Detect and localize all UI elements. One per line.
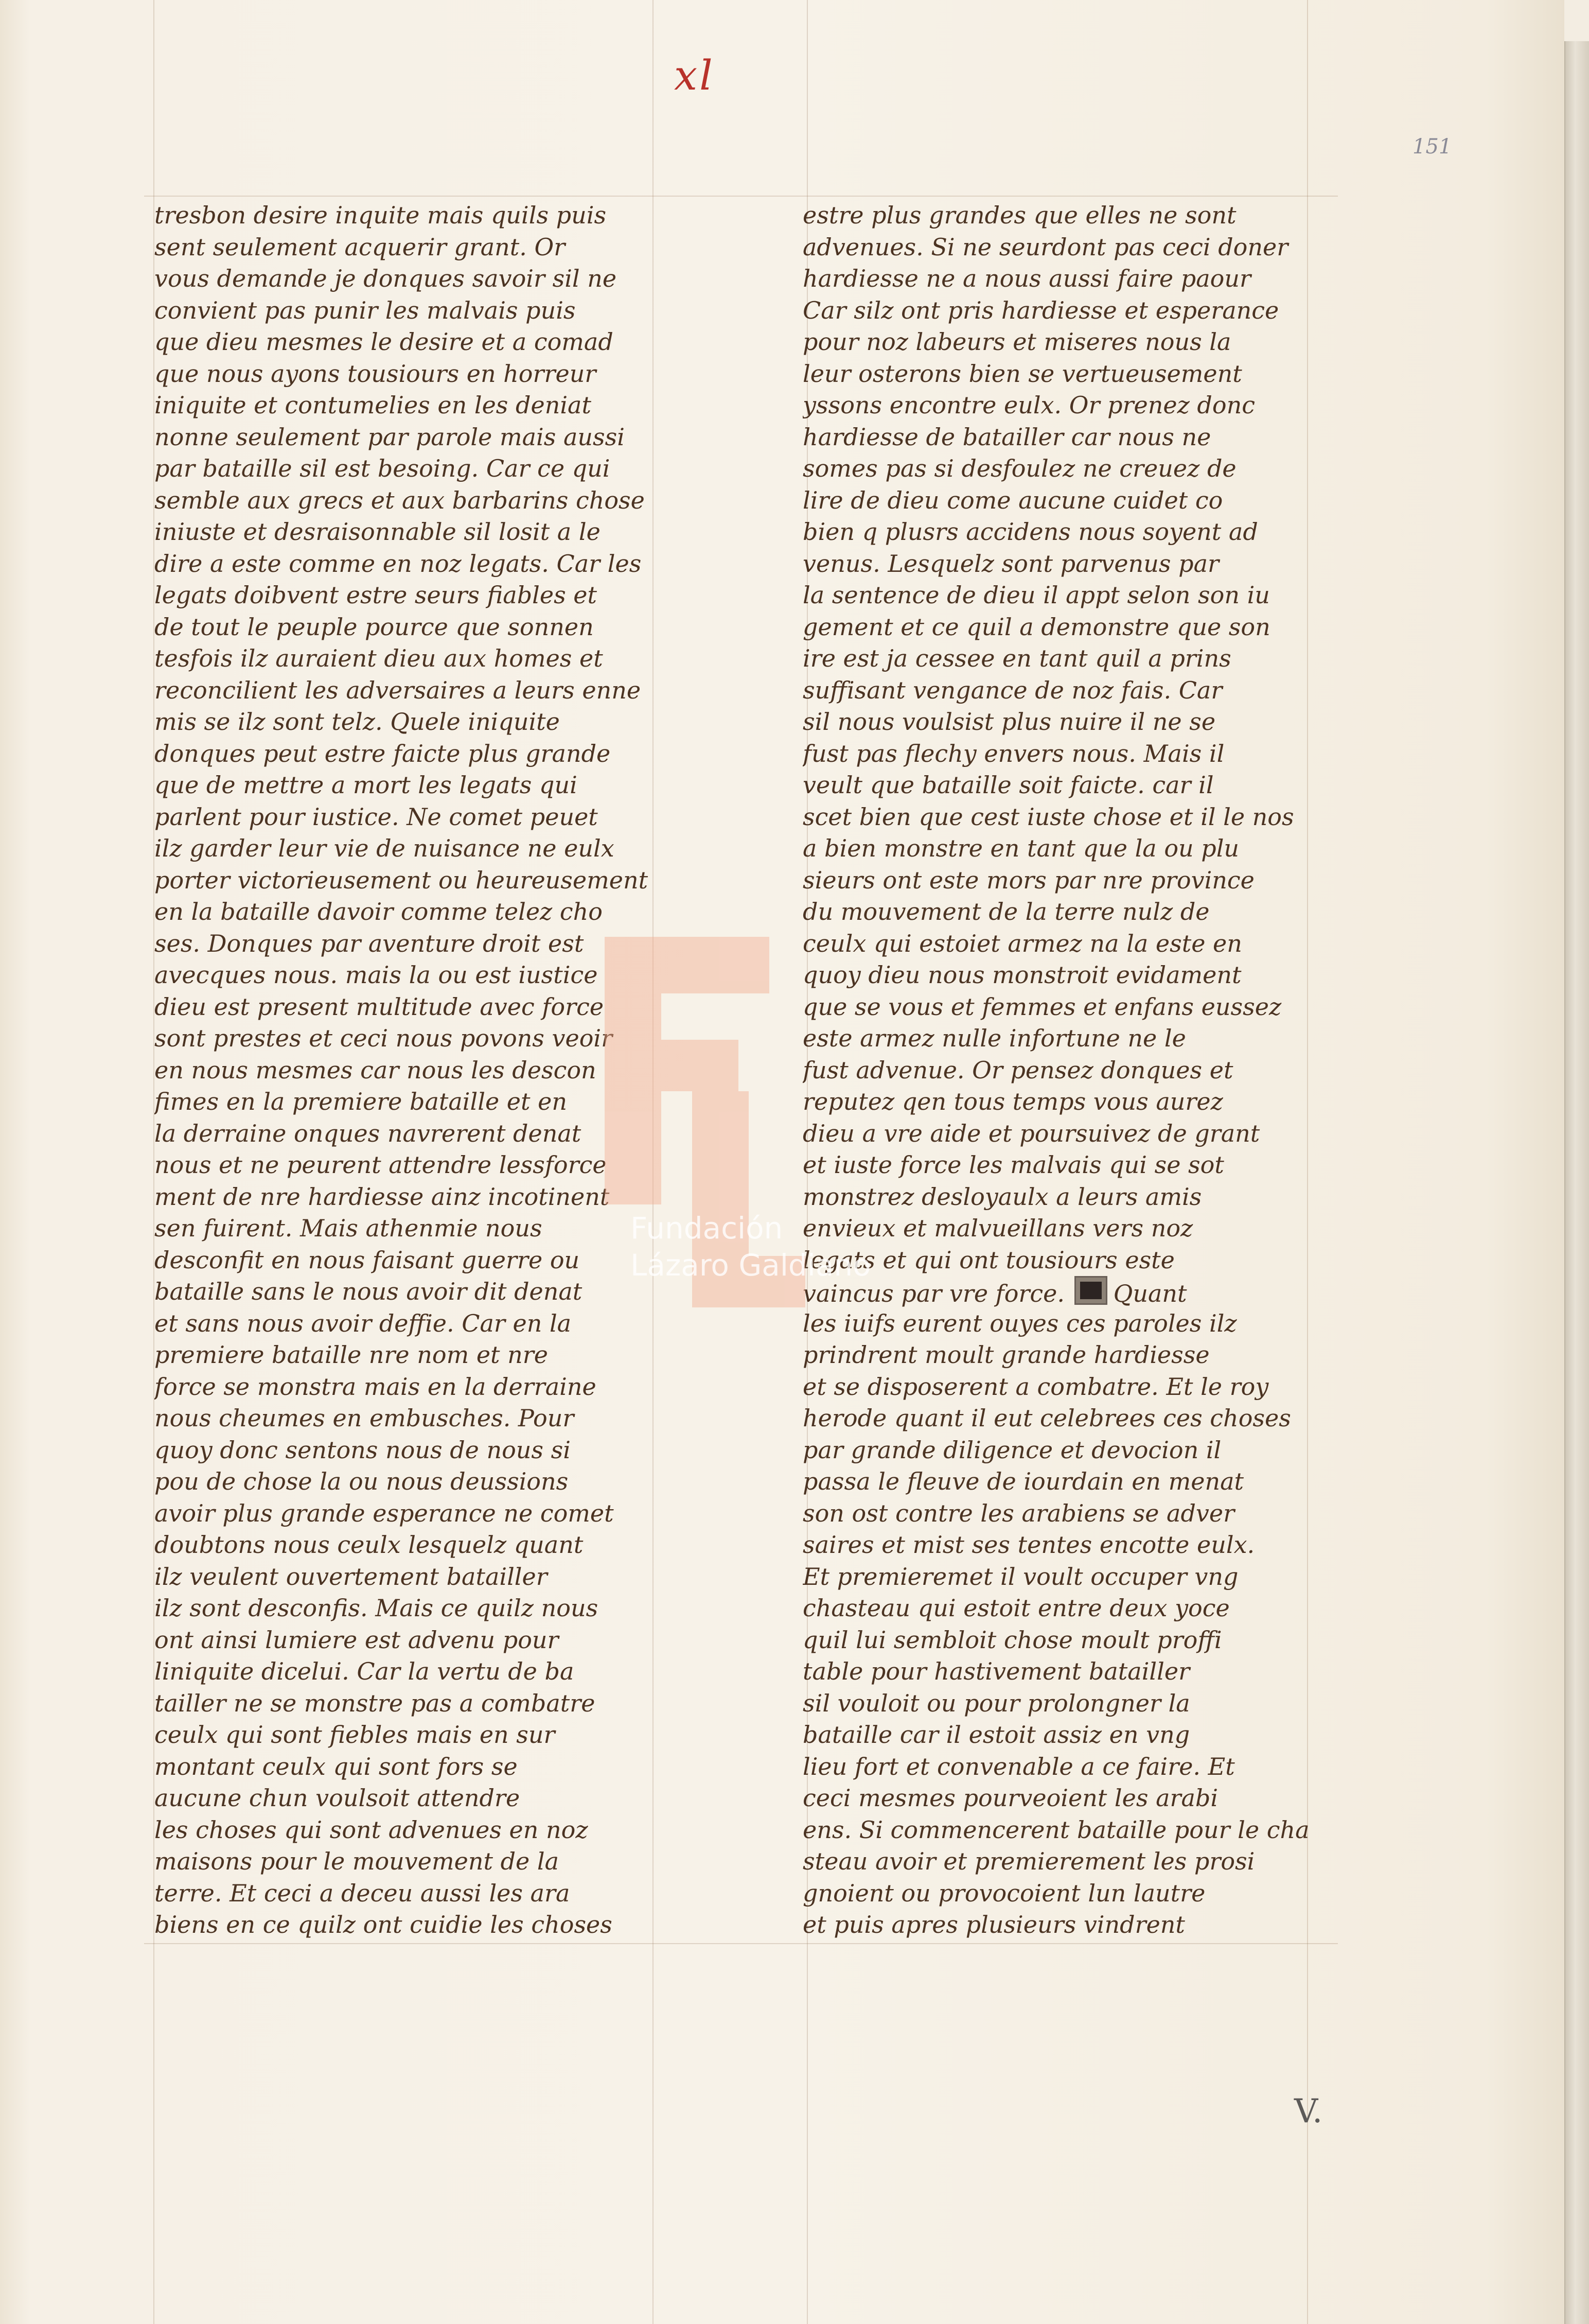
text-line: avecques nous. mais la ou est iustice [154, 961, 598, 989]
text-line: scet bien que cest iuste chose et il le nos [803, 802, 1294, 831]
text-line: desconfit en nous faisant guerre ou [154, 1246, 580, 1274]
text-line: ses. Donques par aventure droit est [154, 929, 584, 957]
text-line: ceulx qui estoiet armez na la este en [803, 929, 1242, 957]
text-line: Car silz ont pris hardiesse et esperance [803, 296, 1279, 324]
text-line: ilz veulent ouvertement batailler [154, 1562, 548, 1591]
text-line [803, 1276, 1317, 1308]
text-line: ilz garder leur vie de nuisance ne eulx [154, 834, 614, 862]
text-line: venus. Lesquelz sont parvenus par [803, 549, 1219, 578]
text-line: mis se ilz sont telz. Quele iniquite [154, 708, 560, 736]
text-line: sen fuirent. Mais athenmie nous [154, 1214, 542, 1242]
text-line: passa le fleuve de iourdain en menat [803, 1467, 1244, 1495]
text-line: biens en ce quilz ont cuidie les choses [154, 1911, 612, 1938]
text-line: les iuifs eurent ouyes ces paroles ilz [803, 1309, 1237, 1337]
text-line: du mouvement de la terre nulz de [803, 898, 1210, 925]
text-line: monstrez desloyaulx a leurs amis [803, 1182, 1202, 1211]
text-line: les choses qui sont advenues en noz [154, 1815, 588, 1844]
text-line: par grande diligence et devocion il [803, 1436, 1222, 1464]
text-line: donques peut estre faicte plus grande [154, 739, 611, 767]
text-line: que de mettre a mort les legats qui [154, 771, 577, 799]
text-line: force se monstra mais en la derraine [154, 1372, 596, 1401]
text-line: estre plus grandes que elles ne sont [803, 201, 1237, 229]
text-line: pou de chose la ou nous deussions [154, 1467, 569, 1495]
text-line: dieu a vre aide et poursuivez de grant [803, 1119, 1260, 1147]
text-line: aucune chun voulsoit attendre [154, 1784, 520, 1812]
text-line: herode quant il eut celebrees ces choses [803, 1404, 1291, 1432]
text-line: tesfois ilz auraient dieu aux homes et [154, 644, 603, 672]
watermark-line-2: Lázaro Galdiano [630, 1248, 871, 1283]
text-line: que nous ayons tousiours en horreur [154, 359, 596, 388]
text-line: nonne seulement par parole mais aussi [154, 423, 625, 451]
text-line: la sentence de dieu il appt selon son iu [803, 581, 1270, 609]
text-line: sieurs ont este mors par nre province [803, 866, 1255, 894]
text-line: envieux et malvueillans vers noz [803, 1214, 1193, 1242]
text-line: reputez qen tous temps vous aurez [803, 1088, 1223, 1115]
text-line: legats et qui ont tousiours este [803, 1246, 1175, 1274]
text-line: fust advenue. Or pensez donques et [803, 1056, 1233, 1084]
text-line: sent seulement acquerir grant. Or [154, 233, 566, 261]
text-line: dieu est present multitude avec force [154, 992, 604, 1021]
text-line: tailler ne se monstre pas a combatre [154, 1689, 595, 1717]
text-line: ire est ja cessee en tant quil a prins [803, 644, 1231, 672]
text-line: semble aux grecs et aux barbarins chose [154, 486, 645, 514]
ruling-line [144, 1943, 1338, 1944]
text-line: avoir plus grande esperance ne comet [154, 1499, 614, 1527]
text-line: ens. Si commencerent bataille pour le cha [803, 1815, 1310, 1844]
text-line: fimes en la premiere bataille et en [154, 1088, 567, 1115]
text-line: nous et ne peurent attendre lessforce [154, 1151, 607, 1179]
text-line: table pour hastivement batailler [803, 1657, 1190, 1685]
text-line: advenues. Si ne seurdont pas ceci doner [803, 233, 1288, 261]
text-line: sont prestes et ceci nous povons veoir [154, 1024, 613, 1052]
text-line: la derraine onques navrerent denat [154, 1119, 581, 1147]
text-line: par bataille sil est besoing. Car ce qui [154, 455, 610, 482]
text-line: son ost contre les arabiens se adver [803, 1499, 1235, 1527]
text-line: quoy donc sentons nous de nous si [154, 1436, 571, 1464]
text-line: gnoient ou provocoient lun lautre [803, 1879, 1206, 1907]
text-line: maisons pour le mouvement de la [154, 1847, 559, 1875]
text-line: gement et ce quil a demonstre que son [803, 613, 1270, 641]
text-line: ment de nre hardiesse ainz incotinent [154, 1182, 610, 1211]
text-line: bien q plusrs accidens nous soyent ad [803, 518, 1258, 546]
text-line: ceci mesmes pourveoient les arabi [803, 1784, 1219, 1812]
text-line: veult que bataille soit faicte. car il [803, 771, 1214, 799]
text-line: chasteau qui estoit entre deux yoce [803, 1594, 1230, 1622]
text-line: bataille sans le nous avoir dit denat [154, 1278, 582, 1305]
text-line: ont ainsi lumiere est advenu pour [154, 1626, 559, 1654]
text-line: convient pas punir les malvais puis [154, 296, 576, 324]
text-line: en nous mesmes car nous les descon [154, 1056, 596, 1084]
text-line: bataille car il estoit assiz en vng [803, 1721, 1190, 1749]
right-text-column [803, 200, 1317, 1941]
text-line: sil vouloit ou pour prolongner la [803, 1689, 1190, 1717]
text-line: vous demande je donques savoir sil ne [154, 265, 617, 292]
text-line: quoy dieu nous monstroit evidament [803, 961, 1242, 989]
text-line: legats doibvent estre seurs fiables et [154, 581, 597, 609]
text-line: yssons encontre eulx. Or prenez donc [803, 391, 1255, 419]
text-line: hardiesse ne a nous aussi faire paour [803, 265, 1251, 292]
text-line: en la bataille davoir comme telez cho [154, 898, 603, 925]
text-line: pour noz labeurs et miseres nous la [803, 328, 1231, 356]
text-line: doubtons nous ceulx lesquelz quant [154, 1531, 584, 1559]
text-line: et puis apres plusieurs vindrent [803, 1911, 1185, 1938]
text-line: et iuste force les malvais qui se sot [803, 1151, 1224, 1179]
text-line: iniuste et desraisonnable sil losit a le [154, 518, 601, 546]
text-line: somes pas si desfoulez ne creuez de [803, 455, 1237, 482]
text-line: steau avoir et premierement les prosi [803, 1847, 1255, 1875]
text-line: suffisant vengance de noz fais. Car [803, 676, 1223, 704]
text-line: porter victorieusement ou heureusement [154, 866, 648, 894]
watermark-line-1: Fundación [630, 1211, 783, 1246]
text-line: liniquite dicelui. Car la vertu de ba [154, 1657, 574, 1685]
rubric-folio-mark: xl [674, 51, 715, 99]
decorated-initial-icon [1074, 1276, 1107, 1305]
text-line: terre. Et ceci a deceu aussi les ara [154, 1879, 570, 1907]
text-line-part: vaincus par vre force. [803, 1280, 1072, 1307]
text-line: ceulx qui sont fiebles mais en sur [154, 1721, 555, 1749]
text-line: premiere bataille nre nom et nre [154, 1341, 548, 1369]
text-line: leur osterons bien se vertueusement [803, 359, 1242, 388]
pencil-folio-number: 151 [1413, 135, 1452, 159]
text-line: nous cheumes en embusches. Pour [154, 1404, 574, 1432]
text-line: este armez nulle infortune ne le [803, 1024, 1186, 1052]
page-edge [1564, 41, 1589, 2324]
text-line: a bien monstre en tant que la ou plu [803, 834, 1240, 862]
initial-word: Quant [1113, 1280, 1187, 1307]
left-text-column [154, 200, 695, 1941]
text-line: prindrent moult grande hardiesse [803, 1341, 1210, 1369]
text-line: lire de dieu come aucune cuidet co [803, 486, 1223, 514]
text-line: Et premieremet il voult occuper vng [803, 1562, 1239, 1591]
text-line: montant ceulx qui sont fors se [154, 1752, 518, 1780]
text-line: iniquite et contumelies en les deniat [154, 391, 591, 419]
text-line: que dieu mesmes le desire et a comad [154, 328, 613, 356]
text-line: ilz sont desconfis. Mais ce quilz nous [154, 1594, 598, 1622]
text-line: dire a este comme en noz legats. Car les [154, 549, 642, 578]
quire-signature: V. [1294, 2092, 1323, 2130]
text-line: saires et mist ses tentes encotte eulx. [803, 1531, 1255, 1559]
text-line: que se vous et femmes et enfans eussez [803, 992, 1282, 1021]
text-line: fust pas flechy envers nous. Mais il [803, 739, 1225, 767]
text-line: hardiesse de batailler car nous ne [803, 423, 1211, 451]
text-line: tresbon desire inquite mais quils puis [154, 201, 607, 229]
ruling-line [144, 196, 1338, 197]
text-line: sil nous voulsist plus nuire il ne se [803, 708, 1216, 736]
text-line: et sans nous avoir deffie. Car en la [154, 1309, 572, 1337]
text-line: lieu fort et convenable a ce faire. Et [803, 1752, 1235, 1780]
text-line: de tout le peuple pource que sonnen [154, 613, 594, 641]
text-line: et se disposerent a combatre. Et le roy [803, 1372, 1269, 1401]
text-line: quil lui sembloit chose moult proffi [803, 1626, 1222, 1654]
text-line: reconcilient les adversaires a leurs enne [154, 676, 641, 704]
text-line: parlent pour iustice. Ne comet peuet [154, 802, 598, 831]
